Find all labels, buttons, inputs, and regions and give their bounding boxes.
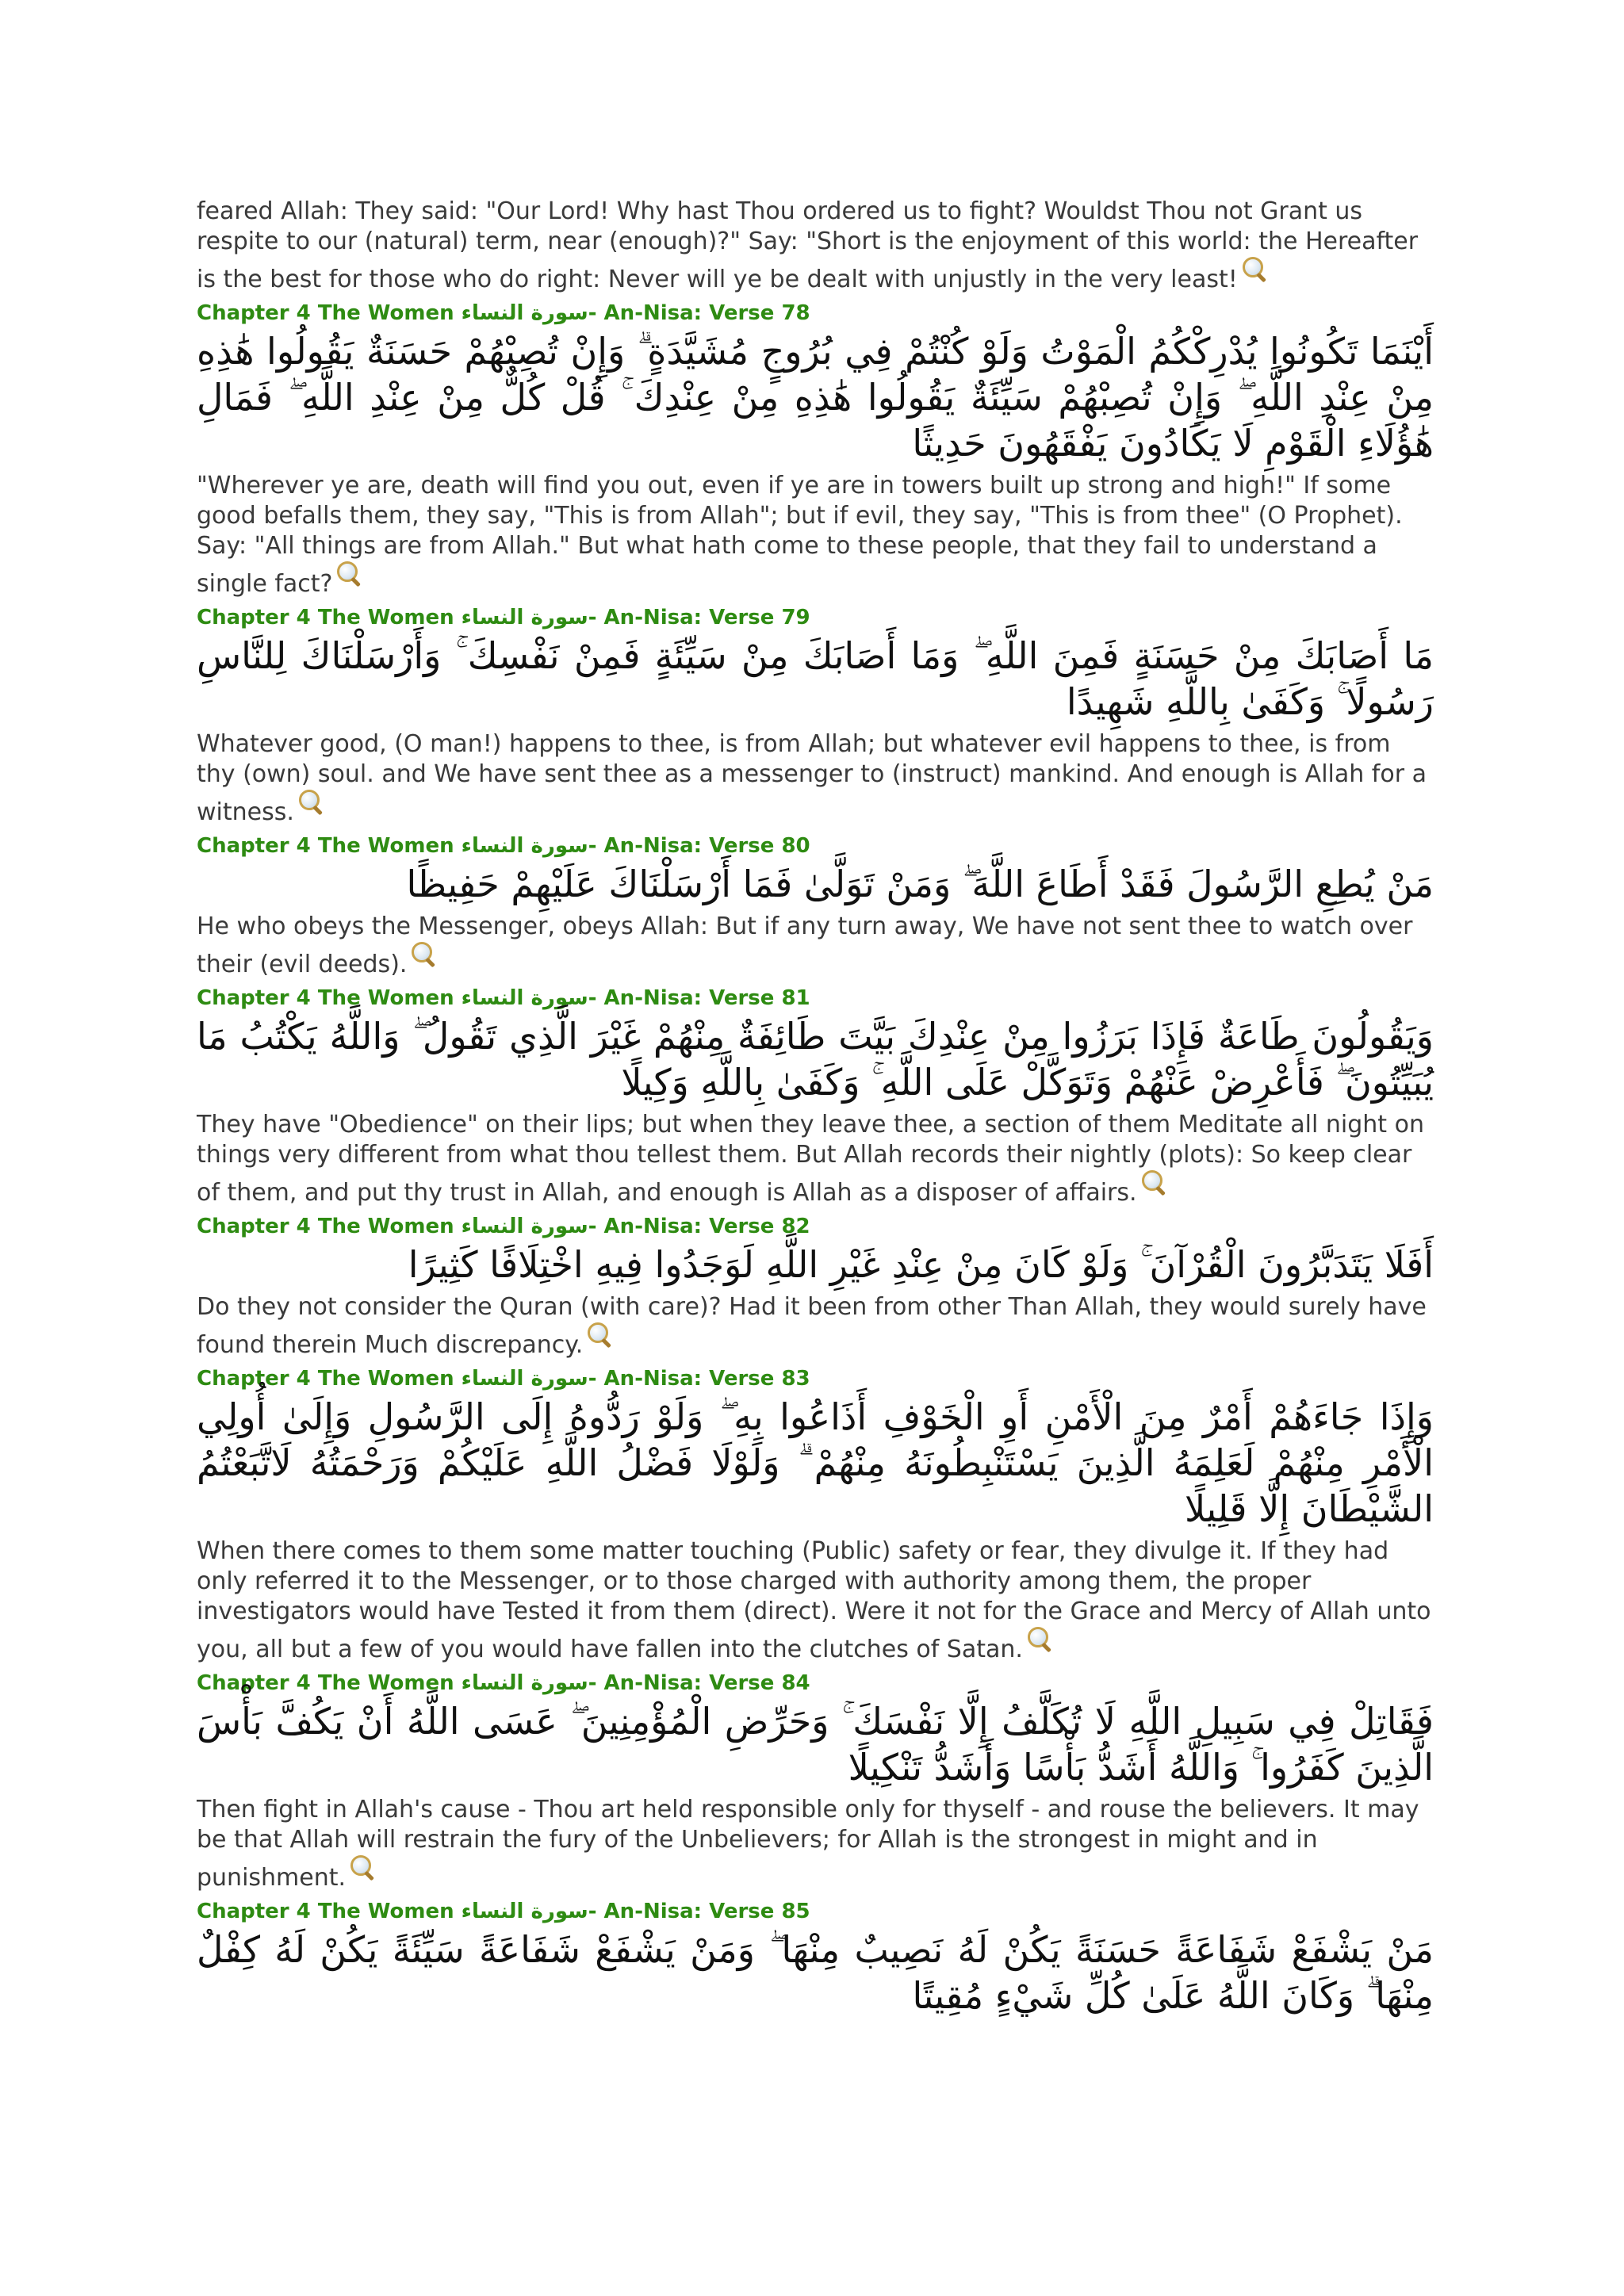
translation-text: Then fight in Allah's cause - Thou art held responsible only for thyself - and rouse the believers. It may be that Allah will restrain the fury of the Unbelievers; for Allah is the strongest in might and in punishment. — [197, 1796, 1419, 1892]
intro-translation — [197, 197, 1434, 295]
surah-name: - An-Nisa: — [588, 301, 710, 325]
intro-translation-text: feared Allah: They said: "Our Lord! Why hast Thou ordered us to fight? Wouldst Thou not Grant us respite to our (natural) term, near (enough)?" Say: "Short is the enjoyment of this world: the Hereafter is the best for those who do right: Never will ye be dealt with unjustly in the very least! — [197, 197, 1419, 293]
arabic-text: فَقَاتِلْ فِي سَبِيلِ اللَّهِ لَا تُكَلَّفُ إِلَّا نَفْسَكَ ۚ وَحَرِّضِ الْمُؤْمِنِينَ ۖ عَسَى اللَّهُ أَنْ يَكُفَّ بَأْسَ الَّذِينَ كَفَرُوا ۚ وَاللَّهُ أَشَدُّ بَأْسًا وَأَشَدُّ تَنْكِيلًا — [197, 1700, 1434, 1789]
verse-heading — [197, 1213, 1434, 1240]
surah-arabic-name: سورة النساء — [461, 1215, 588, 1238]
verse-block — [197, 1670, 1434, 1893]
verse-block — [197, 832, 1434, 980]
magnifier-icon[interactable] — [297, 790, 324, 817]
translation-text: Whatever good, (O man!) happens to thee, is from Allah; but whatever evil happens to thee, is from thy (own) soul. and We have sent thee as a messenger to (instruct) mankind. And enough is Allah for a witness. — [197, 730, 1427, 826]
verse-number: Verse 78 — [709, 301, 810, 325]
verse-heading — [197, 985, 1434, 1012]
arabic-text: وَيَقُولُونَ طَاعَةٌ فَإِذَا بَرَزُوا مِنْ عِنْدِكَ بَيَّتَ طَائِفَةٌ مِنْهُمْ غَيْرَ الَّذِي تَقُولُ ۖ وَاللَّهُ يَكْتُبُ مَا يُبَيِّتُونَ ۖ فَأَعْرِضْ عَنْهُمْ وَتَوَكَّلْ عَلَى اللَّهِ ۚ وَكَفَىٰ بِاللَّهِ وَكِيلًا — [197, 1015, 1434, 1104]
surah-name: - An-Nisa: — [588, 1900, 710, 1923]
arabic-text: وَإِذَا جَاءَهُمْ أَمْرٌ مِنَ الْأَمْنِ أَوِ الْخَوْفِ أَذَاعُوا بِهِ ۖ وَلَوْ رَدُّوهُ إِلَى الرَّسُولِ وَإِلَىٰ أُولِي الْأَمْرِ مِنْهُمْ لَعَلِمَهُ الَّذِينَ يَسْتَنْبِطُونَهُ مِنْهُمْ ۗ وَلَوْلَا فَضْلُ اللَّهِ عَلَيْكُمْ وَرَحْمَتُهُ لَاتَّبَعْتُمُ الشَّيْطَانَ إِلَّا قَلِيلًا — [197, 1395, 1434, 1530]
translation — [197, 912, 1434, 980]
arabic-text: أَفَلَا يَتَدَبَّرُونَ الْقُرْآنَ ۚ وَلَوْ كَانَ مِنْ عِنْدِ غَيْرِ اللَّهِ لَوَجَدُوا فِيهِ اخْتِلَافًا كَثِيرًا — [408, 1243, 1434, 1286]
chapter-title: Chapter 4 The Women — [197, 1215, 454, 1238]
arabic-text: مَنْ يَشْفَعْ شَفَاعَةً حَسَنَةً يَكُنْ لَهُ نَصِيبٌ مِنْهَا ۖ وَمَنْ يَشْفَعْ شَفَاعَةً سَيِّئَةً يَكُنْ لَهُ كِفْلٌ مِنْهَا ۗ وَكَانَ اللَّهُ عَلَىٰ كُلِّ شَيْءٍ مُقِيتًا — [197, 1928, 1434, 2017]
magnifier-icon[interactable] — [410, 942, 437, 969]
translation-text: When there comes to them some matter touching (Public) safety or fear, they divulge it. If they had only referred it to the Messenger, or to those charged with authority among them, the proper investigators would have Tested it from them (direct). Were it not for the Grace and Mercy of Allah unto you, all but a few of you would have fallen into the clutches of Satan. — [197, 1537, 1431, 1663]
chapter-title: Chapter 4 The Women — [197, 986, 454, 1010]
document-page — [197, 197, 1434, 2023]
surah-arabic-name: سورة النساء — [461, 1900, 588, 1923]
translation — [197, 471, 1434, 599]
verse-block — [197, 1898, 1434, 2019]
verse-block — [197, 300, 1434, 599]
magnifier-icon[interactable] — [586, 1322, 613, 1349]
verse-heading — [197, 1365, 1434, 1392]
chapter-title: Chapter 4 The Women — [197, 1900, 454, 1923]
arabic-text: أَيْنَمَا تَكُونُوا يُدْرِكْكُمُ الْمَوْتُ وَلَوْ كُنْتُمْ فِي بُرُوجٍ مُشَيَّدَةٍ ۗ وَإِنْ تُصِبْهُمْ حَسَنَةٌ يَقُولُوا هَٰذِهِ مِنْ عِنْدِ اللَّهِ ۖ وَإِنْ تُصِبْهُمْ سَيِّئَةٌ يَقُولُوا هَٰذِهِ مِنْ عِنْدِكَ ۚ قُلْ كُلٌّ مِنْ عِنْدِ اللَّهِ ۖ فَمَالِ هَٰؤُلَاءِ الْقَوْمِ لَا يَكَادُونَ يَفْقَهُونَ حَدِيثًا — [197, 330, 1434, 465]
verse-block — [197, 1213, 1434, 1360]
verse-heading — [197, 1898, 1434, 1925]
chapter-title: Chapter 4 The Women — [197, 301, 454, 325]
verse-block — [197, 985, 1434, 1208]
surah-name: - An-Nisa: — [588, 1215, 710, 1238]
translation-text: He who obeys the Messenger, obeys Allah: But if any turn away, We have not sent thee to watch over their (evil deeds). — [197, 913, 1413, 978]
verse-heading — [197, 1670, 1434, 1697]
verse-number: Verse 84 — [709, 1671, 810, 1695]
arabic-text: مَنْ يُطِعِ الرَّسُولَ فَقَدْ أَطَاعَ اللَّهَ ۖ وَمَنْ تَوَلَّىٰ فَمَا أَرْسَلْنَاكَ عَلَيْهِمْ حَفِيظًا — [406, 863, 1434, 905]
surah-arabic-name: سورة النساء — [461, 986, 588, 1010]
verse-heading — [197, 832, 1434, 859]
translation-text: They have "Obedience" on their lips; but when they leave thee, a section of them Meditate all night on things very different from what thou tellest them. But Allah records their nightly (plots): So keep clear of them, and put thy trust in Allah, and enough is Allah as a disposer of affairs. — [197, 1111, 1424, 1207]
verse-number: Verse 80 — [709, 834, 810, 858]
surah-arabic-name: سورة النساء — [461, 1671, 588, 1695]
magnifier-icon[interactable] — [335, 561, 362, 588]
surah-name: - An-Nisa: — [588, 1671, 710, 1695]
magnifier-icon[interactable] — [1140, 1170, 1167, 1197]
verse-number: Verse 85 — [709, 1900, 810, 1923]
surah-arabic-name: سورة النساء — [461, 301, 588, 325]
verse-heading — [197, 604, 1434, 631]
surah-arabic-name: سورة النساء — [461, 1367, 588, 1391]
chapter-title: Chapter 4 The Women — [197, 606, 454, 629]
surah-name: - An-Nisa: — [588, 1367, 710, 1391]
surah-name: - An-Nisa: — [588, 986, 710, 1010]
translation — [197, 1292, 1434, 1360]
chapter-title: Chapter 4 The Women — [197, 1671, 454, 1695]
chapter-title: Chapter 4 The Women — [197, 1367, 454, 1391]
arabic-text: مَا أَصَابَكَ مِنْ حَسَنَةٍ فَمِنَ اللَّهِ ۖ وَمَا أَصَابَكَ مِنْ سَيِّئَةٍ فَمِنْ نَفْسِكَ ۚ وَأَرْسَلْنَاكَ لِلنَّاسِ رَسُولًا ۚ وَكَفَىٰ بِاللَّهِ شَهِيدًا — [197, 634, 1434, 723]
verse-block — [197, 604, 1434, 828]
translation-text: Do they not consider the Quran (with care)? Had it been from other Than Allah, they would surely have found therein Much discrepancy. — [197, 1293, 1427, 1359]
verse-number: Verse 81 — [709, 986, 810, 1010]
verse-heading — [197, 300, 1434, 327]
verse-block — [197, 1365, 1434, 1665]
magnifier-icon[interactable] — [1241, 257, 1268, 284]
translation — [197, 729, 1434, 828]
translation — [197, 1110, 1434, 1208]
surah-name: - An-Nisa: — [588, 606, 710, 629]
chapter-title: Chapter 4 The Women — [197, 834, 454, 858]
verse-number: Verse 79 — [709, 606, 810, 629]
surah-name: - An-Nisa: — [588, 834, 710, 858]
translation-text: "Wherever ye are, death will find you out, even if ye are in towers built up strong and high!" If some good befalls them, they say, "This is from Allah"; but if evil, they say, "This is from thee" (O Prophet). Say: "All things are from Allah." But what hath come to these people, that they fail to understand a single fact? — [197, 472, 1403, 598]
surah-arabic-name: سورة النساء — [461, 834, 588, 858]
translation — [197, 1536, 1434, 1665]
verse-number: Verse 82 — [709, 1215, 810, 1238]
magnifier-icon[interactable] — [1026, 1627, 1053, 1654]
translation — [197, 1795, 1434, 1893]
magnifier-icon[interactable] — [349, 1855, 376, 1882]
verse-number: Verse 83 — [709, 1367, 810, 1391]
surah-arabic-name: سورة النساء — [461, 606, 588, 629]
